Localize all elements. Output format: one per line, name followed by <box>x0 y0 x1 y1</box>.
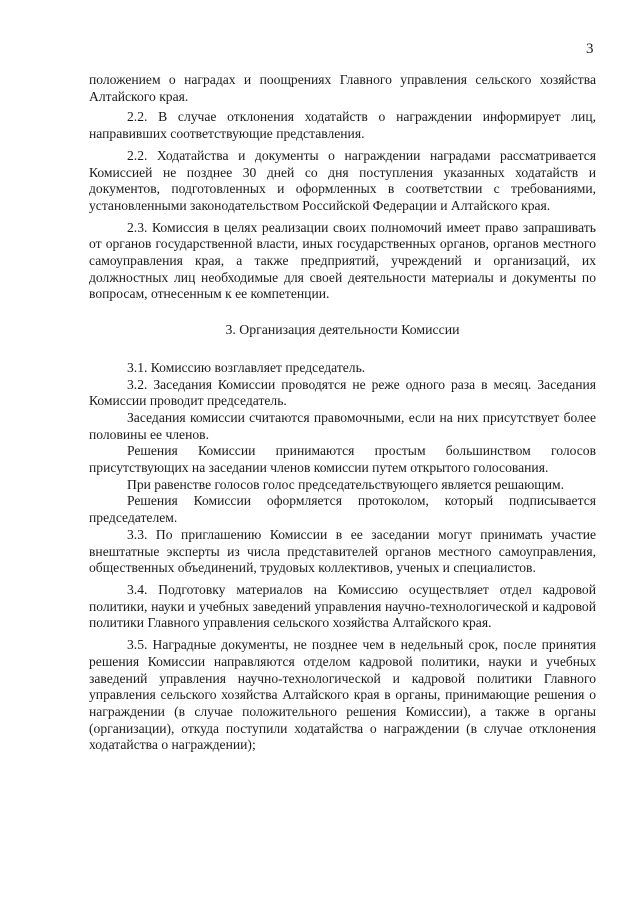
paragraph-continuation: положением о наградах и поощрениях Главного управления сельского хозяйства Алтайского края. <box>89 72 596 104</box>
document-body <box>89 72 596 754</box>
paragraph-2-3: 2.3. Комиссия в целях реализации своих полномочий имеет право запрашивать от органов государственной власти, иных государственных органов, органов местного самоуправления края, а также предприятий, учреждений и организаций, их должностных лиц необходимые для своей деятельности материалы и документы по вопросам, отнесенным к ее компетенции. <box>89 219 596 302</box>
paragraph-2-2-review: 2.2. Ходатайства и документы о награждении наградами рассматривается Комиссией не позднее 30 дней со дня поступления указанных ходатайств и документов, подготовленных и оформленных в соответствии с требованиями, установленными законодательством Российской Федерации и Алтайского края. <box>89 147 596 213</box>
paragraph-3-4: 3.4. Подготовку материалов на Комиссию осуществляет отдел кадровой политики, науки и учебных заведений управления научно-технологической и кадровой политики Главного управления сельского хозяйства Алтайского края. <box>89 581 596 631</box>
paragraph-3-1: 3.1. Комиссию возглавляет председатель. <box>127 359 366 375</box>
paragraph-3-2-tie: При равенстве голосов голос председательствующего является решающим. <box>127 476 564 492</box>
paragraph-3-2: 3.2. Заседания Комиссии проводятся не реже одного раза в месяц. Заседания Комиссии проводит председатель. <box>89 376 596 409</box>
section-heading: 3. Организация деятельности Комиссии <box>225 322 460 338</box>
paragraph-3-2-majority: Решения Комиссии принимаются простым большинством голосов присутствующих на заседании членов комиссии путем открытого голосования. <box>89 443 596 476</box>
paragraph-3-2-protocol: Решения Комиссии оформляется протоколом, который подписывается председателем. <box>89 493 596 526</box>
paragraph-3-2-quorum: Заседания комиссии считаются правомочными, если на них присутствует более половины ее членов. <box>89 409 596 442</box>
page-number: 3 <box>586 41 594 57</box>
paragraph-3-5: 3.5. Наградные документы, не позднее чем в недельный срок, после принятия решения Комиссии направляются отделом кадровой политики, науки и учебных заведений управления научно-технологической и кадровой политики Главного управления сельского хозяйства Алтайского края в органы, принимающие решения о награждении (в случае положительного решения Комиссии), а также в органы (организации), откуда поступили ходатайства о награждении (в случае отклонения ходатайства о награждении); <box>89 637 596 753</box>
paragraph-2-2-rejection: 2.2. В случае отклонения ходатайств о награждении информирует лиц, направивших соответствующие представления. <box>89 109 596 142</box>
paragraph-3-3: 3.3. По приглашению Комиссии в ее заседании могут принимать участие внештатные эксперты из числа представителей органов местного самоуправления, общественных объединений, трудовых коллективов, ученых и специалистов. <box>89 526 596 576</box>
